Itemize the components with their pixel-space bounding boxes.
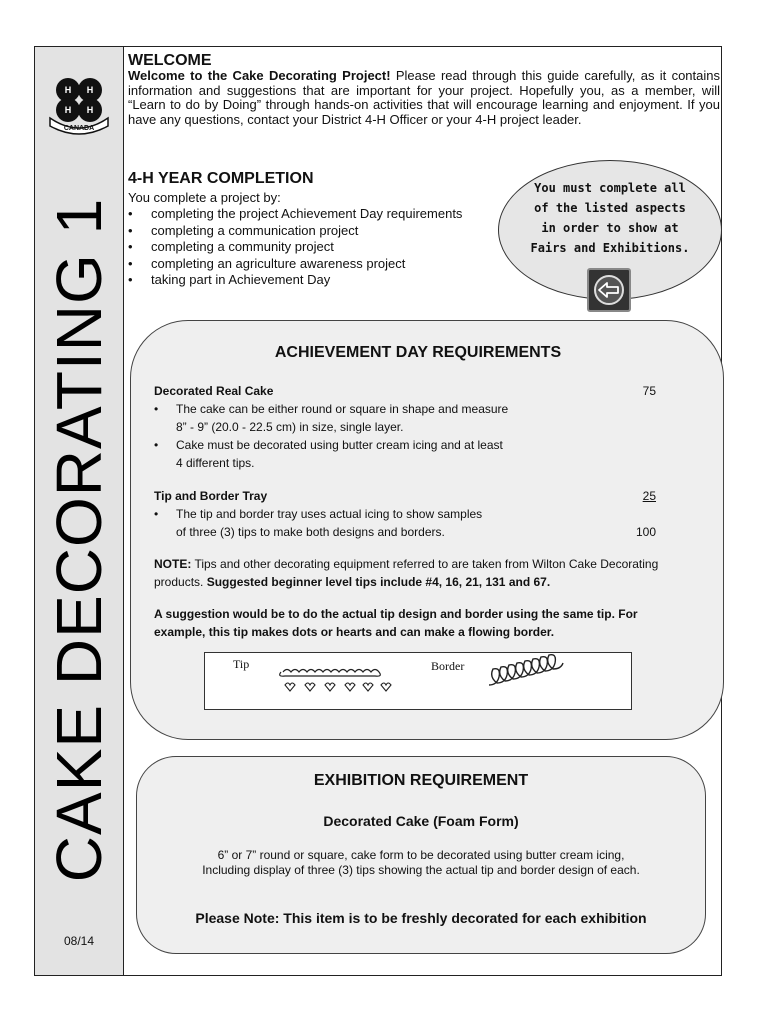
svg-text:H: H [86,105,94,115]
list-item: • completing a community project [128,239,462,256]
item-bullets [154,505,674,541]
welcome-heading: WELCOME [128,52,212,69]
item-name: Decorated Real Cake [154,384,274,398]
icing-sample-icon [205,653,633,711]
logo-text: CANADA [63,125,95,132]
suggestion-text: A suggestion would be to do the actual tip design and border using the same tip. For example, this tip makes dots or hearts and can make a flowing border. [154,607,638,639]
svg-text:H: H [64,85,72,95]
sample-tip-label: Tip [233,657,250,671]
callout-line: of the listed aspects [534,201,686,215]
welcome-paragraph [128,69,720,127]
side-title: CAKE DECORATING 1 [43,197,115,883]
completion-heading: 4-H YEAR COMPLETION [128,170,314,187]
exhibition-subtitle: Decorated Cake (Foam Form) [323,813,519,829]
list-item: • The cake can be either round or square in shape and measure 8” - 9” (20.0 - 22.5 cm) in size, single layer. [154,400,674,436]
exhibition-note: Please Note: This item is to be freshly decorated for each exhibition [195,910,647,926]
callout-line: You must complete all [534,181,686,195]
svg-text:H: H [86,85,94,95]
welcome-lead: Welcome to the Cake Decorating Project! [128,68,391,83]
sample-border-label: Border [431,659,465,673]
list-item: • completing a communication project [128,223,462,240]
clover-logo-icon [44,68,114,138]
tip-border-sample [204,652,632,710]
callout-line: Fairs and Exhibitions. [530,241,690,255]
description-line: 6” or 7” round or square, cake form to be decorated using butter cream icing, [217,848,625,862]
note-paragraph: NOTE: Tips and other decorating equipment referred to are taken from Wilton Cake Decorating products. Suggested beginner level tips include #4, 16, 21, 131 and 67. [154,557,659,589]
achievement-title: ACHIEVEMENT DAY REQUIREMENTS [274,344,562,361]
exhibition-description [136,848,706,878]
list-item: • completing an agriculture awareness project [128,256,462,273]
item-points: 25 [642,489,656,503]
svg-text:H: H [64,105,72,115]
back-arrow-icon [589,270,629,310]
completion-list [128,206,462,289]
welcome-body: Please read through this guide carefully, as it contains information and suggestions that are important for your project. Hopefully you, as a member, will “Learn to do by Doing” through hands-on activities that will encourage learning and enjoyment. If you have any questions, contact your District 4-H Officer or your 4-H project leader. [128,68,720,127]
exhibition-title: EXHIBITION REQUIREMENT [313,772,529,789]
achievement-body [154,382,674,641]
list-item: • taking part in Achievement Day [128,272,462,289]
item-bullets [154,400,674,472]
list-item: • completing the project Achievement Day requirements [128,206,462,223]
item-name: Tip and Border Tray [154,489,268,503]
item-points: 75 [642,384,656,398]
callout-text [520,178,700,258]
completion-intro: You complete a project by: [128,190,281,205]
callout-line: in order to show at [541,221,679,235]
revision-date: 08/14 [63,934,95,948]
description-line: Including display of three (3) tips showing the actual tip and border design of each. [202,863,640,877]
list-item: • Cake must be decorated using butter cream icing and at least 4 different tips. [154,436,674,472]
back-arrow-button[interactable] [587,268,631,312]
total-points: 100 [635,525,656,539]
list-item: • The tip and border tray uses actual icing to show samples of three (3) tips to make both designs and borders. [154,505,674,541]
welcome-section [128,52,720,127]
